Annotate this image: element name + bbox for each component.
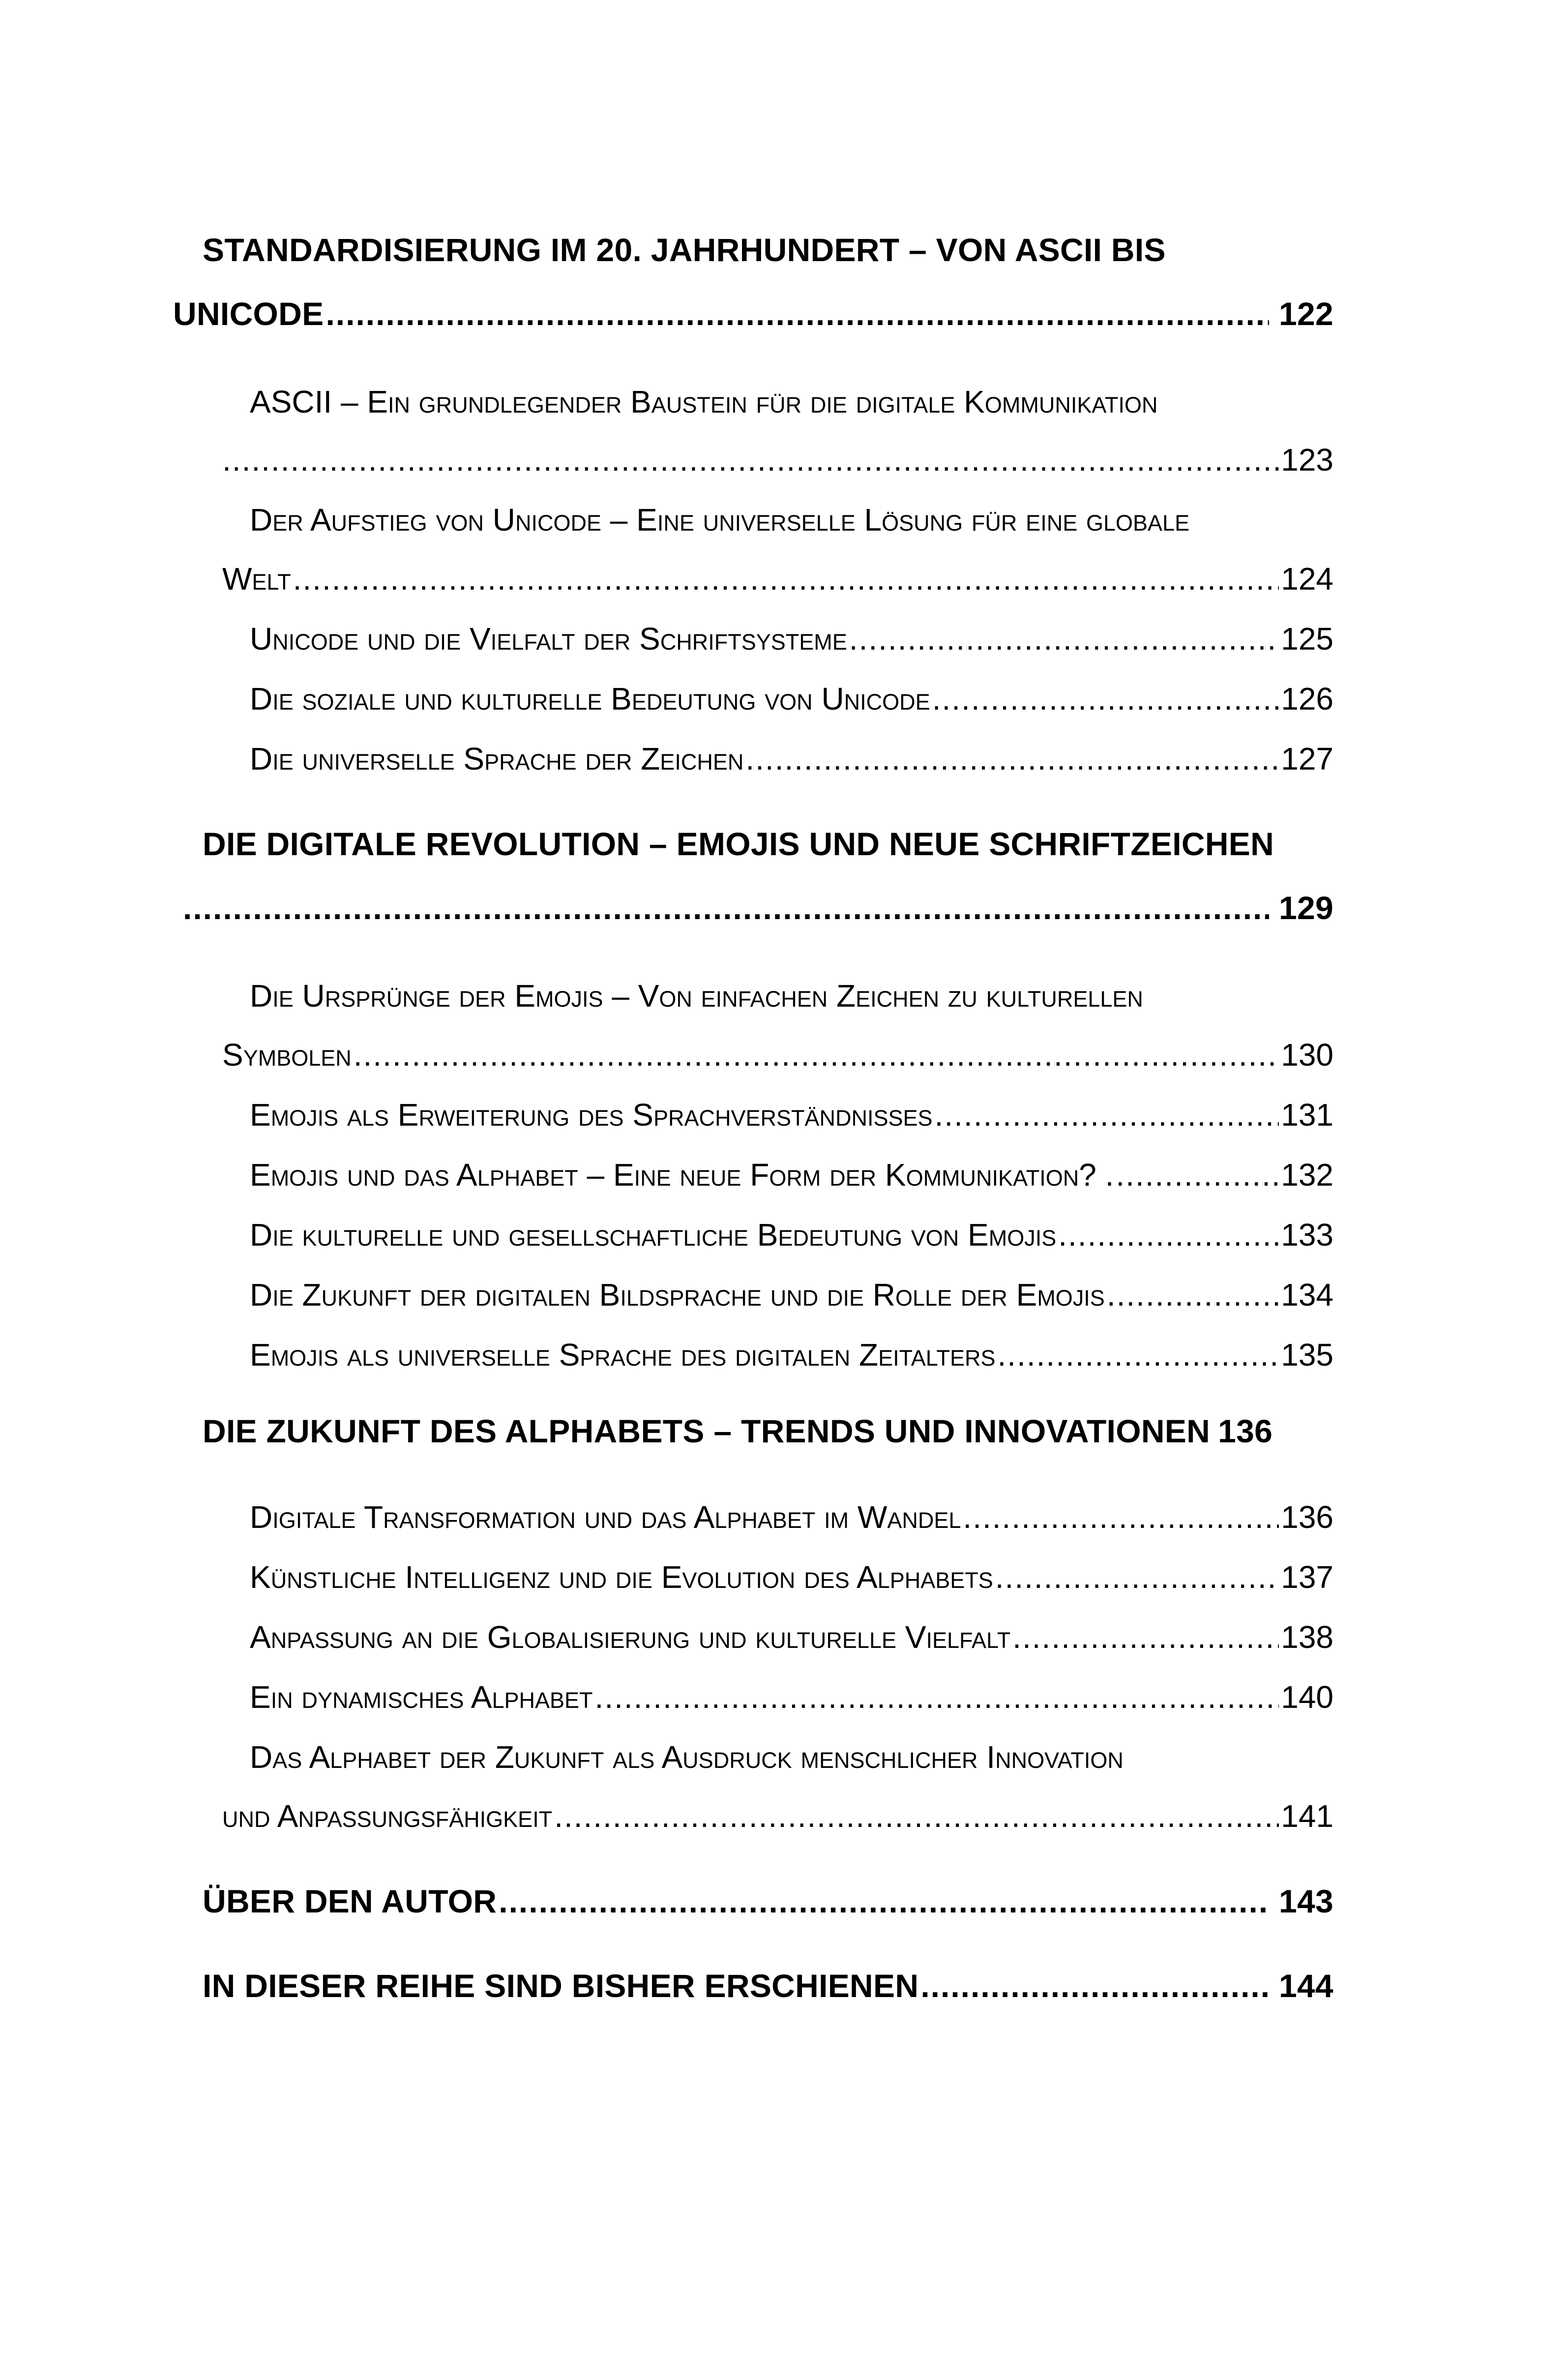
dot-leader [1058, 1217, 1279, 1253]
toc-chapter-title[interactable] [203, 825, 1333, 863]
toc-chapter-entry[interactable] [183, 889, 1333, 926]
page-number: 122 [1278, 296, 1333, 332]
dot-leader [963, 1499, 1279, 1535]
page-number: 127 [1281, 741, 1333, 776]
toc-entry-text: ÜBER DEN AUTOR [203, 1883, 497, 1919]
page-number: 137 [1281, 1559, 1333, 1595]
toc-entry-text: Unicode und die Vielfalt der Schriftsysteme [250, 621, 847, 657]
page-number: 131 [1281, 1097, 1333, 1133]
dot-leader [1107, 1277, 1279, 1313]
toc-section-entry[interactable] [222, 1798, 1333, 1834]
dot-leader [222, 442, 1279, 478]
dot-leader [293, 561, 1279, 597]
page-number: 138 [1281, 1619, 1333, 1655]
toc-entry-text: Künstliche Intelligenz und die Evolution des Alphabets [250, 1559, 993, 1595]
toc-chapter-entry[interactable] [173, 295, 1333, 332]
page-number: 135 [1281, 1337, 1333, 1373]
toc-section-entry[interactable] [250, 1619, 1333, 1655]
page-number: 144 [1278, 1968, 1333, 2004]
toc-entry-text: Anpassung an die Globalisierung und kulturelle Vielfalt [250, 1619, 1011, 1655]
toc-section-entry[interactable] [250, 681, 1333, 717]
toc-entry-text: und Anpassungsfähigkeit [222, 1798, 553, 1834]
toc-section-title[interactable] [250, 1739, 1333, 1775]
page-number: 129 [1278, 890, 1333, 926]
page-number: 123 [1281, 442, 1333, 478]
page-number: 133 [1281, 1217, 1333, 1253]
dot-leader [932, 681, 1279, 717]
toc-entry-text: Emojis als universelle Sprache des digitalen Zeitalters [250, 1337, 996, 1373]
dot-leader [745, 741, 1279, 777]
toc-chapter-entry[interactable] [203, 1967, 1333, 2004]
dot-leader [849, 621, 1279, 657]
toc-entry-text: Ein dynamisches Alphabet [250, 1679, 593, 1715]
toc-entry-text: Die universelle Sprache der Zeichen [250, 741, 744, 776]
page-number: 132 [1281, 1157, 1333, 1193]
toc-chapter-title[interactable] [203, 231, 1333, 269]
toc-section-entry[interactable] [250, 1277, 1333, 1313]
toc-section-entry[interactable] [250, 1157, 1333, 1193]
page-number: 143 [1278, 1883, 1333, 1919]
toc-section-entry[interactable] [250, 1559, 1333, 1595]
toc-section-entry[interactable] [222, 442, 1333, 478]
toc-entry-text: DIE DIGITALE REVOLUTION – EMOJIS UND NEUE SCHRIFTZEICHEN [203, 826, 1274, 862]
dot-leader [935, 1097, 1279, 1133]
toc-entry-text: ASCII – Ein grundlegender Baustein für die digitale Kommunikation [250, 384, 1158, 419]
dot-leader [1012, 1619, 1279, 1655]
toc-section-title[interactable] [250, 978, 1333, 1014]
toc-entry-text: Symbolen [222, 1037, 352, 1073]
toc-section-entry[interactable] [250, 1499, 1333, 1535]
dot-leader [325, 295, 1269, 332]
dot-leader [995, 1559, 1279, 1595]
page-number: 141 [1281, 1798, 1333, 1834]
toc-entry-text: Emojis als Erweiterung des Sprachverständnisses [250, 1097, 933, 1133]
toc-entry-text: Der Aufstieg von Unicode – Eine universelle Lösung für eine globale [250, 502, 1190, 537]
toc-entry-text: Die soziale und kulturelle Bedeutung von Unicode [250, 681, 930, 716]
dot-leader [920, 1967, 1269, 2004]
toc-section-entry[interactable] [250, 621, 1333, 657]
dot-leader [554, 1798, 1279, 1834]
toc-entry-text: STANDARDISIERUNG IM 20. JAHRHUNDERT – VON ASCII BIS [203, 232, 1166, 268]
toc-chapter-entry[interactable] [203, 1882, 1333, 1920]
toc-section-entry[interactable] [222, 1037, 1333, 1073]
dot-leader [183, 889, 1269, 926]
dot-leader [499, 1882, 1269, 1920]
page-number: 134 [1281, 1277, 1333, 1313]
toc-entry-text: Emojis und das Alphabet – Eine neue Form der Kommunikation? . [250, 1157, 1114, 1193]
toc-entry-text: Die Zukunft der digitalen Bildsprache und die Rolle der Emojis [250, 1277, 1105, 1313]
page-number: 125 [1281, 621, 1333, 657]
dot-leader [1116, 1157, 1279, 1193]
dot-leader [998, 1337, 1279, 1373]
toc-section-title[interactable] [250, 384, 1333, 420]
toc-section-entry[interactable] [250, 1217, 1333, 1253]
toc-section-entry[interactable] [250, 741, 1333, 777]
page-number: 136 [1218, 1413, 1273, 1449]
page-number: 140 [1281, 1679, 1333, 1715]
toc-entry-text: Welt [222, 561, 291, 597]
toc-entry-text: UNICODE [173, 296, 324, 332]
page-number: 136 [1281, 1499, 1333, 1535]
page-number: 126 [1281, 681, 1333, 716]
toc-section-entry[interactable] [222, 561, 1333, 597]
dot-leader [595, 1679, 1279, 1715]
toc-section-entry[interactable] [250, 1679, 1333, 1715]
toc-entry-text: DIE ZUKUNFT DES ALPHABETS – TRENDS UND INNOVATIONEN [203, 1413, 1211, 1449]
toc-entry-text: IN DIESER REIHE SIND BISHER ERSCHIENEN [203, 1968, 919, 2004]
toc-section-entry[interactable] [250, 1097, 1333, 1133]
toc-entry-text: Digitale Transformation und das Alphabet im Wandel [250, 1499, 961, 1535]
page-number: 130 [1281, 1037, 1333, 1073]
page-number: 124 [1281, 561, 1333, 597]
toc-section-title[interactable] [250, 502, 1333, 538]
dot-leader [354, 1037, 1279, 1073]
toc-chapter-entry[interactable] [203, 1412, 1333, 1450]
toc-entry-text: Das Alphabet der Zukunft als Ausdruck menschlicher Innovation [250, 1739, 1124, 1775]
toc-entry-text: Die Ursprünge der Emojis – Von einfachen Zeichen zu kulturellen [250, 978, 1143, 1014]
toc-entry-text: Die kulturelle und gesellschaftliche Bedeutung von Emojis [250, 1217, 1057, 1253]
toc-section-entry[interactable] [250, 1337, 1333, 1373]
